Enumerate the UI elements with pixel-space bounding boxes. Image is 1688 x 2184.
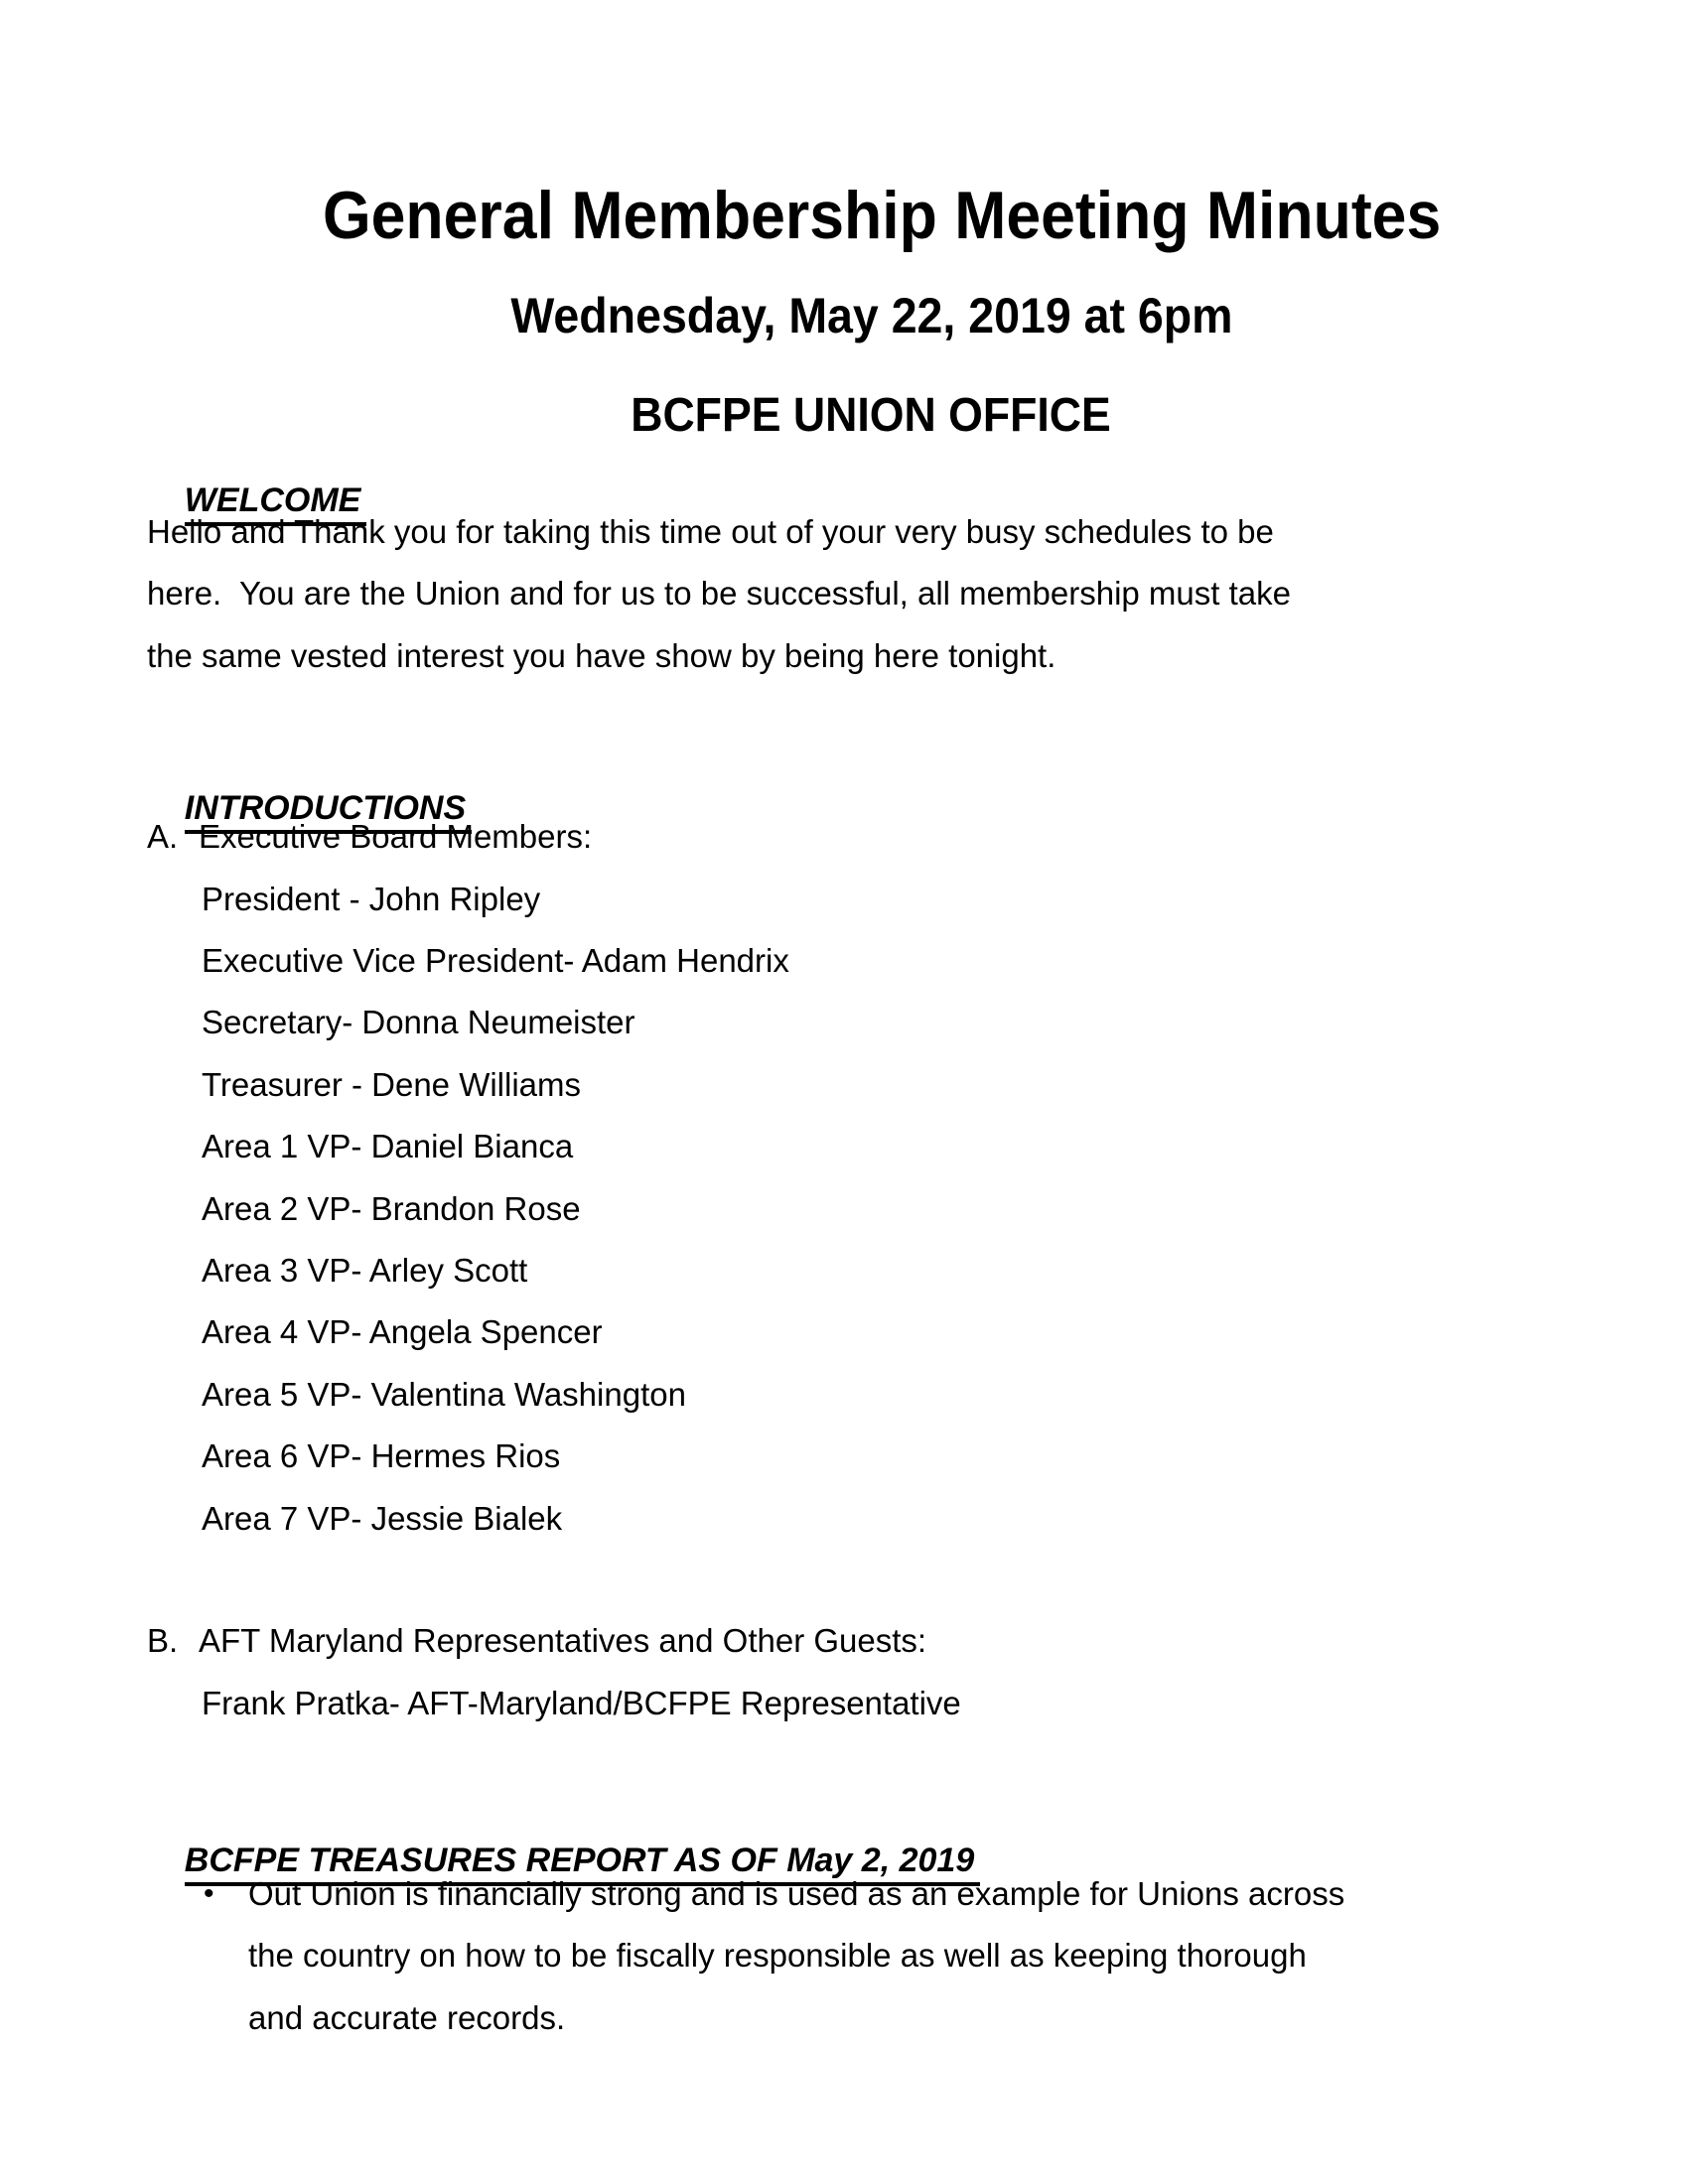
list-item-b-label: B. [147, 1622, 179, 1660]
meeting-location-text: BCFPE UNION OFFICE [630, 389, 1111, 442]
welcome-line-3: the same vested interest you have show by being here tonight. [147, 636, 1056, 674]
board-member-area3-vp: Area 3 VP- Arley Scott [202, 1252, 528, 1290]
welcome-line-1: Hello and Thank you for taking this time out of your very busy schedules to be [147, 513, 1274, 550]
list-item-b [147, 1610, 1688, 1672]
bullet-line-2: the country on how to be fiscally responsible as well as keeping thorough [248, 1937, 1307, 1975]
list-item-a [147, 806, 1688, 868]
board-member-treasurer: Treasurer - Dene Williams [202, 1065, 582, 1103]
board-member-area7-vp: Area 7 VP- Jessie Bialek [202, 1499, 563, 1537]
board-member-exec-vp: Executive Vice President- Adam Hendrix [202, 942, 789, 980]
bullet-dot-icon: • [204, 1876, 214, 1910]
document-title-text: General Membership Meeting Minutes [322, 178, 1441, 253]
welcome-line-2: here. You are the Union and for us to be successful, all membership must take [147, 575, 1291, 613]
treasurer-report-heading-text: BCFPE TREASURES REPORT AS OF May 2, 2019 [185, 1841, 980, 1886]
bullet-line-1-text: Out Union is financially strong and is used as an example for Unions across [248, 1874, 1345, 1912]
treasurer-report-bullet-item [0, 1863, 1688, 2049]
bullet-line-1 [147, 1863, 1688, 1925]
welcome-heading-text: WELCOME [185, 480, 367, 526]
list-item-a-label: A. [147, 818, 179, 856]
list-item-a-text: Executive Board Members: [199, 818, 593, 856]
guest-representative: Frank Pratka- AFT-Maryland/BCFPE Representative [202, 1684, 961, 1721]
board-member-area5-vp: Area 5 VP- Valentina Washington [202, 1375, 686, 1413]
board-member-area2-vp: Area 2 VP- Brandon Rose [202, 1189, 581, 1227]
list-item-b-text: AFT Maryland Representatives and Other Guests: [199, 1622, 927, 1660]
treasurer-report-heading [147, 1801, 1688, 1879]
board-member-secretary: Secretary- Donna Neumeister [202, 1004, 635, 1041]
board-member-area1-vp: Area 1 VP- Daniel Bianca [202, 1128, 574, 1165]
bullet-line-3: and accurate records. [248, 1998, 566, 2036]
document-title [0, 111, 1688, 253]
welcome-heading [147, 441, 1688, 519]
welcome-paragraph [0, 501, 1688, 687]
board-member-president: President - John Ripley [202, 880, 541, 917]
introductions-heading [147, 749, 1688, 828]
meeting-date-text: Wednesday, May 22, 2019 at 6pm [510, 288, 1233, 343]
introductions-heading-text: INTRODUCTIONS [185, 788, 472, 834]
board-member-area6-vp: Area 6 VP- Hermes Rios [202, 1437, 561, 1475]
board-member-area4-vp: Area 4 VP- Angela Spencer [202, 1313, 603, 1351]
board-members-list [0, 869, 1688, 1550]
